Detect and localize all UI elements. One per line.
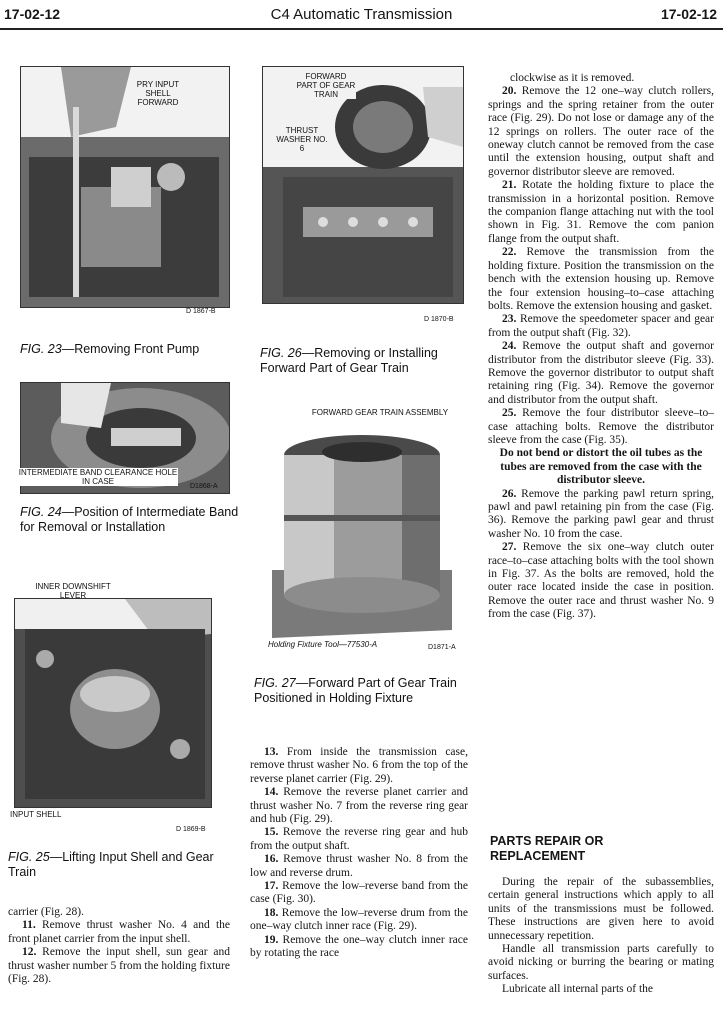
- step-13: 13. From inside the transmission case, remove thrust washer No. 6 from the top of the reverse planet carrier (Fig. 29).: [250, 746, 468, 785]
- fig25-label: FIG. 25: [8, 850, 50, 864]
- fig24-title: Position of Intermediate Band for Removal or Installation: [20, 505, 239, 534]
- step-21: 21. Rotate the holding fixture to place the transmission in a horizontal position. Remove the companion flange attaching nut with the tool shown in Fig. 31. Remove the com panion flange from the output shaft.: [488, 179, 714, 245]
- fig23-code: D 1867-B: [186, 308, 216, 315]
- fig25-code: D 1869-B: [176, 826, 206, 833]
- fig27-photo: [262, 420, 462, 638]
- page-number-right: 17-02-12: [660, 6, 717, 22]
- fig24-label: FIG. 24: [20, 505, 62, 519]
- fig25-title: Lifting Input Shell and Gear Train: [8, 850, 214, 879]
- step-16: 16. Remove thrust washer No. 8 from the low and reverse drum.: [250, 853, 468, 879]
- fig23-title: Removing Front Pump: [74, 342, 200, 356]
- step-20: 20. Remove the 12 one–way clutch rollers, springs and the spring retainer from the outer race (Fig. 29). Do not lose or damage any of the 12 springs on rollers. The outer race of the oneway clutch cannot be removed from the case until the extension housing, output shaft and governor distributor sleeve are removed.: [488, 85, 714, 178]
- step-24: 24. Remove the output shaft and governor distributor from the distributor sleeve (Fig. 33). Remove the governor distributor to output shaft retaining ring (Fig. 34). Remove the governor and distributor from the output shaft.: [488, 340, 714, 406]
- fig24-caption: FIG. 24—Position of Intermediate Band for Removal or Installation: [20, 505, 239, 534]
- section-title: PARTS REPAIR OR REPLACEMENT: [490, 834, 604, 863]
- fig25-callout-top: INNER DOWNSHIFT LEVER: [35, 582, 111, 600]
- step-14: 14. Remove the reverse planet carrier and thrust washer No. 7 from the reverse ring gear and hub (Fig. 29).: [250, 786, 468, 826]
- fig26-label: FIG. 26: [260, 346, 302, 360]
- fig26-code: D 1870-B: [424, 316, 454, 323]
- fig26-callout-b: THRUST WASHER NO. 6: [276, 126, 328, 153]
- fig23-callout: PRY INPUT SHELL FORWARD: [136, 80, 180, 107]
- step-26: 26. Remove the parking pawl return spring, pawl and pawl retaining pin from the case (Fig. 36). Remove the parking pawl gear and thrust washer No. 10 from the case.: [488, 487, 714, 540]
- fig24-code: D1868-A: [190, 483, 218, 490]
- section-para-2: Handle all transmission parts carefully to avoid nicking or burring the bearing or mating surfaces.: [488, 943, 714, 982]
- fig27-callout-bottom: Holding Fixture Tool—77530-A: [268, 640, 378, 649]
- section-para-1: During the repair of the subassemblies, certain general instructions which apply to all units of the transmissions must be followed. These instructions are given here to avoid unnecessary repetition.: [488, 876, 714, 942]
- fig26-title: Removing or Installing Forward Part of Gear Train: [260, 346, 438, 375]
- step-12: 12. Remove the input shell, sun gear and thrust washer number 5 from the holding fixture (Fig. 28).: [8, 946, 230, 986]
- step-25: 25. Remove the four distributor sleeve–to–case attaching bolts. Remove the distributor sleeve from the case (Fig. 35).: [488, 407, 714, 446]
- step-19: 19. Remove the one–way clutch inner race by rotating the race: [250, 933, 468, 960]
- section-para-3: Lubricate all internal parts of the: [502, 983, 654, 996]
- fig25-photo: [14, 598, 212, 808]
- step-17: 17. Remove the low–reverse band from the case (Fig. 30).: [250, 880, 468, 906]
- fig24-callout: INTERMEDIATE BAND CLEARANCE HOLE IN CASE: [18, 468, 178, 486]
- step-23: 23. Remove the speedometer spacer and gear from the output shaft (Fig. 32).: [488, 313, 714, 339]
- fig26-photo: [262, 66, 464, 304]
- fig27-title: Forward Part of Gear Train Positioned in Holding Fixture: [254, 676, 457, 705]
- step-15: 15. Remove the reverse ring gear and hub from the output shaft.: [250, 826, 468, 852]
- running-title: C4 Automatic Transmission: [270, 6, 453, 23]
- step-18: 18. Remove the low–reverse drum from the one–way clutch inner race (Fig. 29).: [250, 906, 468, 933]
- fig23-caption: FIG. 23—Removing Front Pump: [20, 342, 200, 356]
- left-para-carrier: carrier (Fig. 28).: [8, 906, 84, 918]
- fig27-caption: FIG. 27—Forward Part of Gear Train Positioned in Holding Fixture: [254, 676, 457, 705]
- section-body: [488, 876, 714, 997]
- fig23-label: FIG. 23: [20, 342, 62, 356]
- middle-column-text: [250, 746, 468, 961]
- right-para-clockwise: clockwise as it is removed.: [510, 72, 635, 84]
- fig27-label: FIG. 27: [254, 676, 296, 690]
- fig27-code: D1871-A: [428, 644, 456, 651]
- left-column-text: [8, 906, 230, 986]
- warning-note: Do not bend or distort the oil tubes as the tubes are removed from the case with the distributor sleeve.: [499, 447, 703, 487]
- fig26-caption: FIG. 26—Removing or Installing Forward Part of Gear Train: [260, 346, 438, 375]
- step-22: 22. Remove the transmission from the holding fixture. Position the transmission on the bench with the extension housing up. Remove the four extension housing–to–case attaching bolts. Remove the extension housing and gasket.: [488, 246, 714, 312]
- step-27: 27. Remove the six one–way clutch outer race–to–case attaching bolts with the tool shown in Fig. 37. As the bolts are removed, hold the outer race located inside the case in position. Remove the outer race and thrust washer No. 9 from the case (Fig. 37).: [488, 541, 714, 621]
- fig25-callout-bottom: INPUT SHELL: [10, 810, 62, 819]
- fig25-caption: FIG. 25—Lifting Input Shell and Gear Train: [8, 850, 214, 879]
- right-column-text: [488, 72, 714, 622]
- fig26-callout-a: FORWARD PART OF GEAR TRAIN: [296, 72, 356, 99]
- header-rule: [0, 28, 723, 30]
- page-number-left: 17-02-12: [4, 6, 61, 22]
- fig23-photo: [20, 66, 230, 308]
- step-11: 11. Remove thrust washer No. 4 and the front planet carrier from the input shell.: [8, 919, 230, 945]
- fig27-callout-top: FORWARD GEAR TRAIN ASSEMBLY: [311, 408, 449, 417]
